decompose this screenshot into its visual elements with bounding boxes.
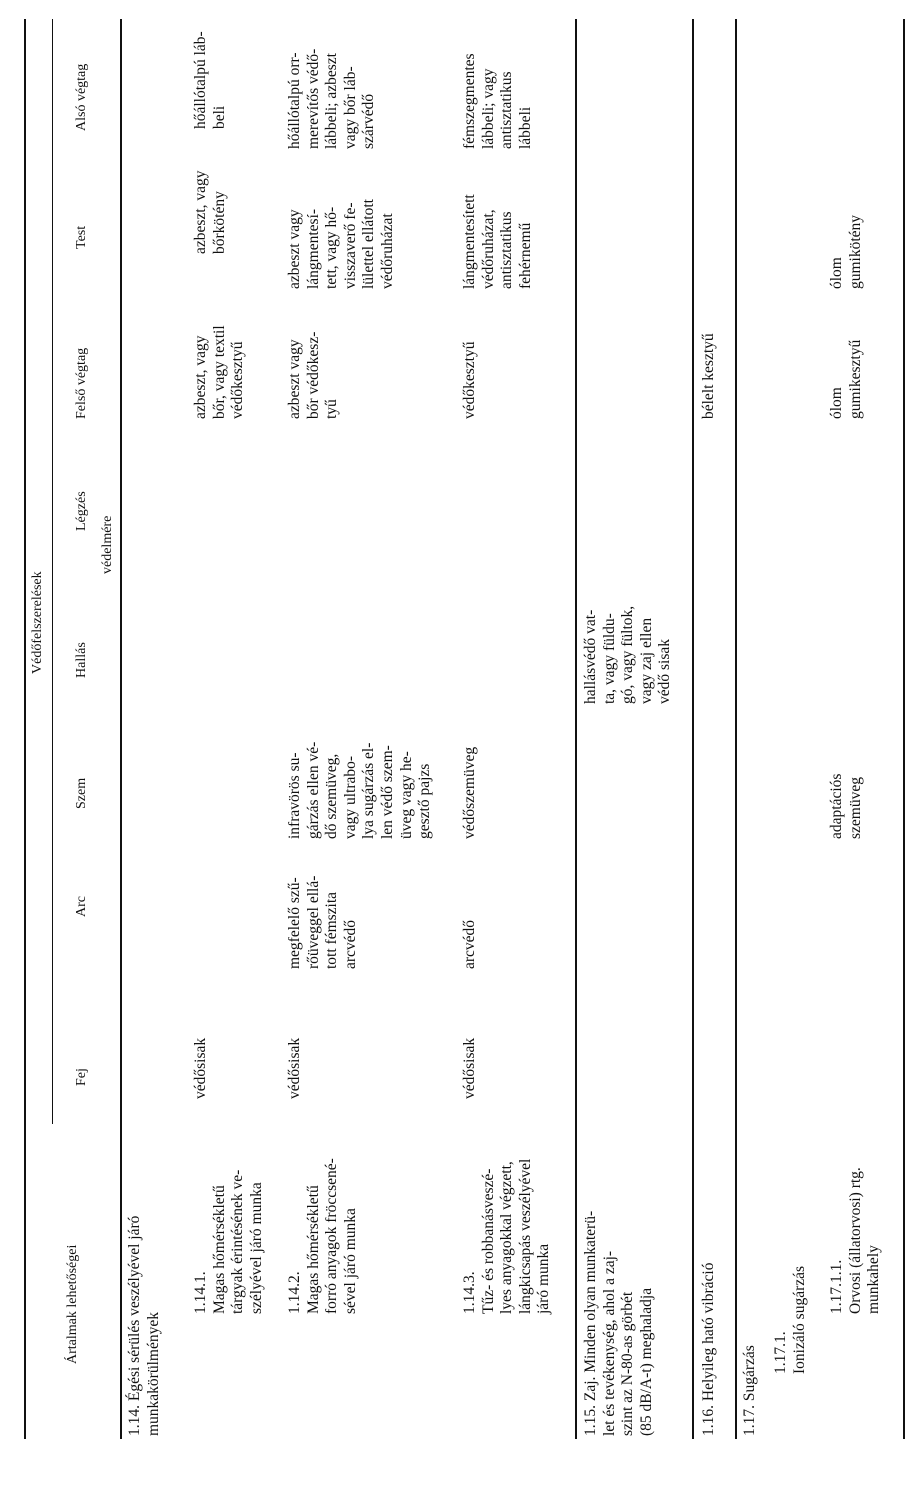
row-1-14-2-label: 1.14.2. Magas hőmérsékletű forró anyagok fröccsené- sével járó munka: [286, 1158, 359, 1314]
row-1-14-2-test: azbeszt vagy lángmentesí- tett, vagy hő- visszaverő fe- lülettel ellátott védőruházat: [286, 199, 396, 289]
row-1-17-1-1-test: ólom gumikötény: [828, 214, 864, 289]
row-1-14-1-also: hőállótalpú láb- beli: [192, 31, 228, 129]
row-1-14-2-szem: infravörös su- gárzás ellen vé- dő szemüveg, vagy ultrabo- lya sugárzás el- len védő szem- üveg vagy he- gesztő pajzs: [286, 741, 434, 839]
row-1-17-label: 1.17. Sugárzás: [741, 1345, 758, 1436]
col-header-hallas: Hallás: [74, 642, 89, 678]
row-1-17-rule: [735, 19, 737, 1439]
row-1-14-2-also: hőállótalpú orr- merevítős védő- lábbeli; azbeszt vagy bőr láb- szárvédő: [286, 48, 378, 149]
row-1-14-3-felso: védőkesztyű: [461, 341, 478, 419]
row-1-14-2-arc: megfelelő szű- rőüveggel ellá- tott fémszita arcvédő: [286, 875, 359, 969]
row-1-14-1-fej: védősisak: [192, 1037, 209, 1099]
row-1-14-3-fej: védősisak: [461, 1037, 478, 1099]
row-1-15-label: 1.15. Zaj. Minden olyan munkaterü- let és tevékenység, ahol a zaj- szint az N-80-as görbét (85 dB/A-t) meghaladja: [582, 1210, 655, 1436]
row-1-14-3-szem: védőszemüveg: [461, 746, 478, 839]
col-header-legzes: Légzés: [74, 491, 89, 531]
row-1-16-label: 1.16. Helyileg ható vibráció: [700, 1262, 717, 1436]
row-1-17-1-1-szem: adaptációs szemüveg: [828, 773, 864, 839]
row-1-15-rule: [575, 19, 577, 1439]
row-1-14-1-label: 1.14.1. Magas hőmérsékletű tárgyak érintésének ve- szélyével járó munka: [192, 1169, 265, 1314]
col-header-also-vegtag: Alsó végtag: [74, 63, 89, 131]
col-header-fej: Fej: [74, 1068, 89, 1086]
row-1-14-3-arc: arcvédő: [461, 919, 478, 969]
row-1-16-felso: bélelt kesztyű: [700, 333, 717, 419]
col-header-szem: Szem: [74, 777, 89, 809]
col-header-test: Test: [74, 225, 89, 249]
header-bottom-rule: [120, 19, 122, 1439]
row-1-14-2-felso: azbeszt vagy bőr védőkesz- tyű: [286, 331, 341, 419]
header-vedelmere: védelmére: [100, 515, 115, 574]
row-1-14-1-felso: azbeszt, vagy bőr, vagy textil védőkesztyű: [192, 325, 247, 419]
table-top-rule: [24, 19, 26, 1439]
subheader-rule: [52, 19, 53, 1124]
table-bottom-rule: [903, 19, 905, 1439]
col-header-felso-vegtag: Felső végtag: [74, 347, 89, 419]
row-1-14-3-label: 1.14.3. Tűz- és robbanásveszé- lyes anyagokkal végzett, lángkicsapás veszélyével járó munka: [461, 1158, 553, 1314]
row-1-17-1-1-label: 1.17.1.1. Orvosi (állatorvosi) rtg. munkahely: [828, 1167, 883, 1314]
row-1-14-3-also: fémszegmentes lábbeli; vagy antisztatikus lábbeli: [461, 53, 534, 149]
row-1-14-1-test: azbeszt, vagy bőrkötény: [192, 170, 228, 254]
row-1-15-hallas: hallásvédő vat- ta, vagy füldu- gó, vagy fültok, vagy zaj ellen védő sisak: [582, 605, 674, 704]
row-1-17-1-label: 1.17.1. Ionizáló sugárzás: [772, 1265, 808, 1374]
header-vedofelszerelesek: Védőfelszerelések: [30, 571, 45, 674]
row-1-14-title: 1.14. Égési sérülés veszélyével járó munkakörülmények: [126, 1215, 162, 1436]
row-1-14-2-fej: védősisak: [286, 1037, 303, 1099]
row-1-17-1-1-felso: ólom gumikesztyű: [828, 339, 864, 419]
row-1-16-rule: [692, 19, 694, 1439]
col-header-arc: Arc: [74, 896, 89, 917]
row-1-14-3-test: lángmentesített védőruházat, antisztatikus fehérnemű: [461, 194, 534, 289]
header-artalmak: Ártalmak lehetőségei: [65, 1244, 80, 1364]
